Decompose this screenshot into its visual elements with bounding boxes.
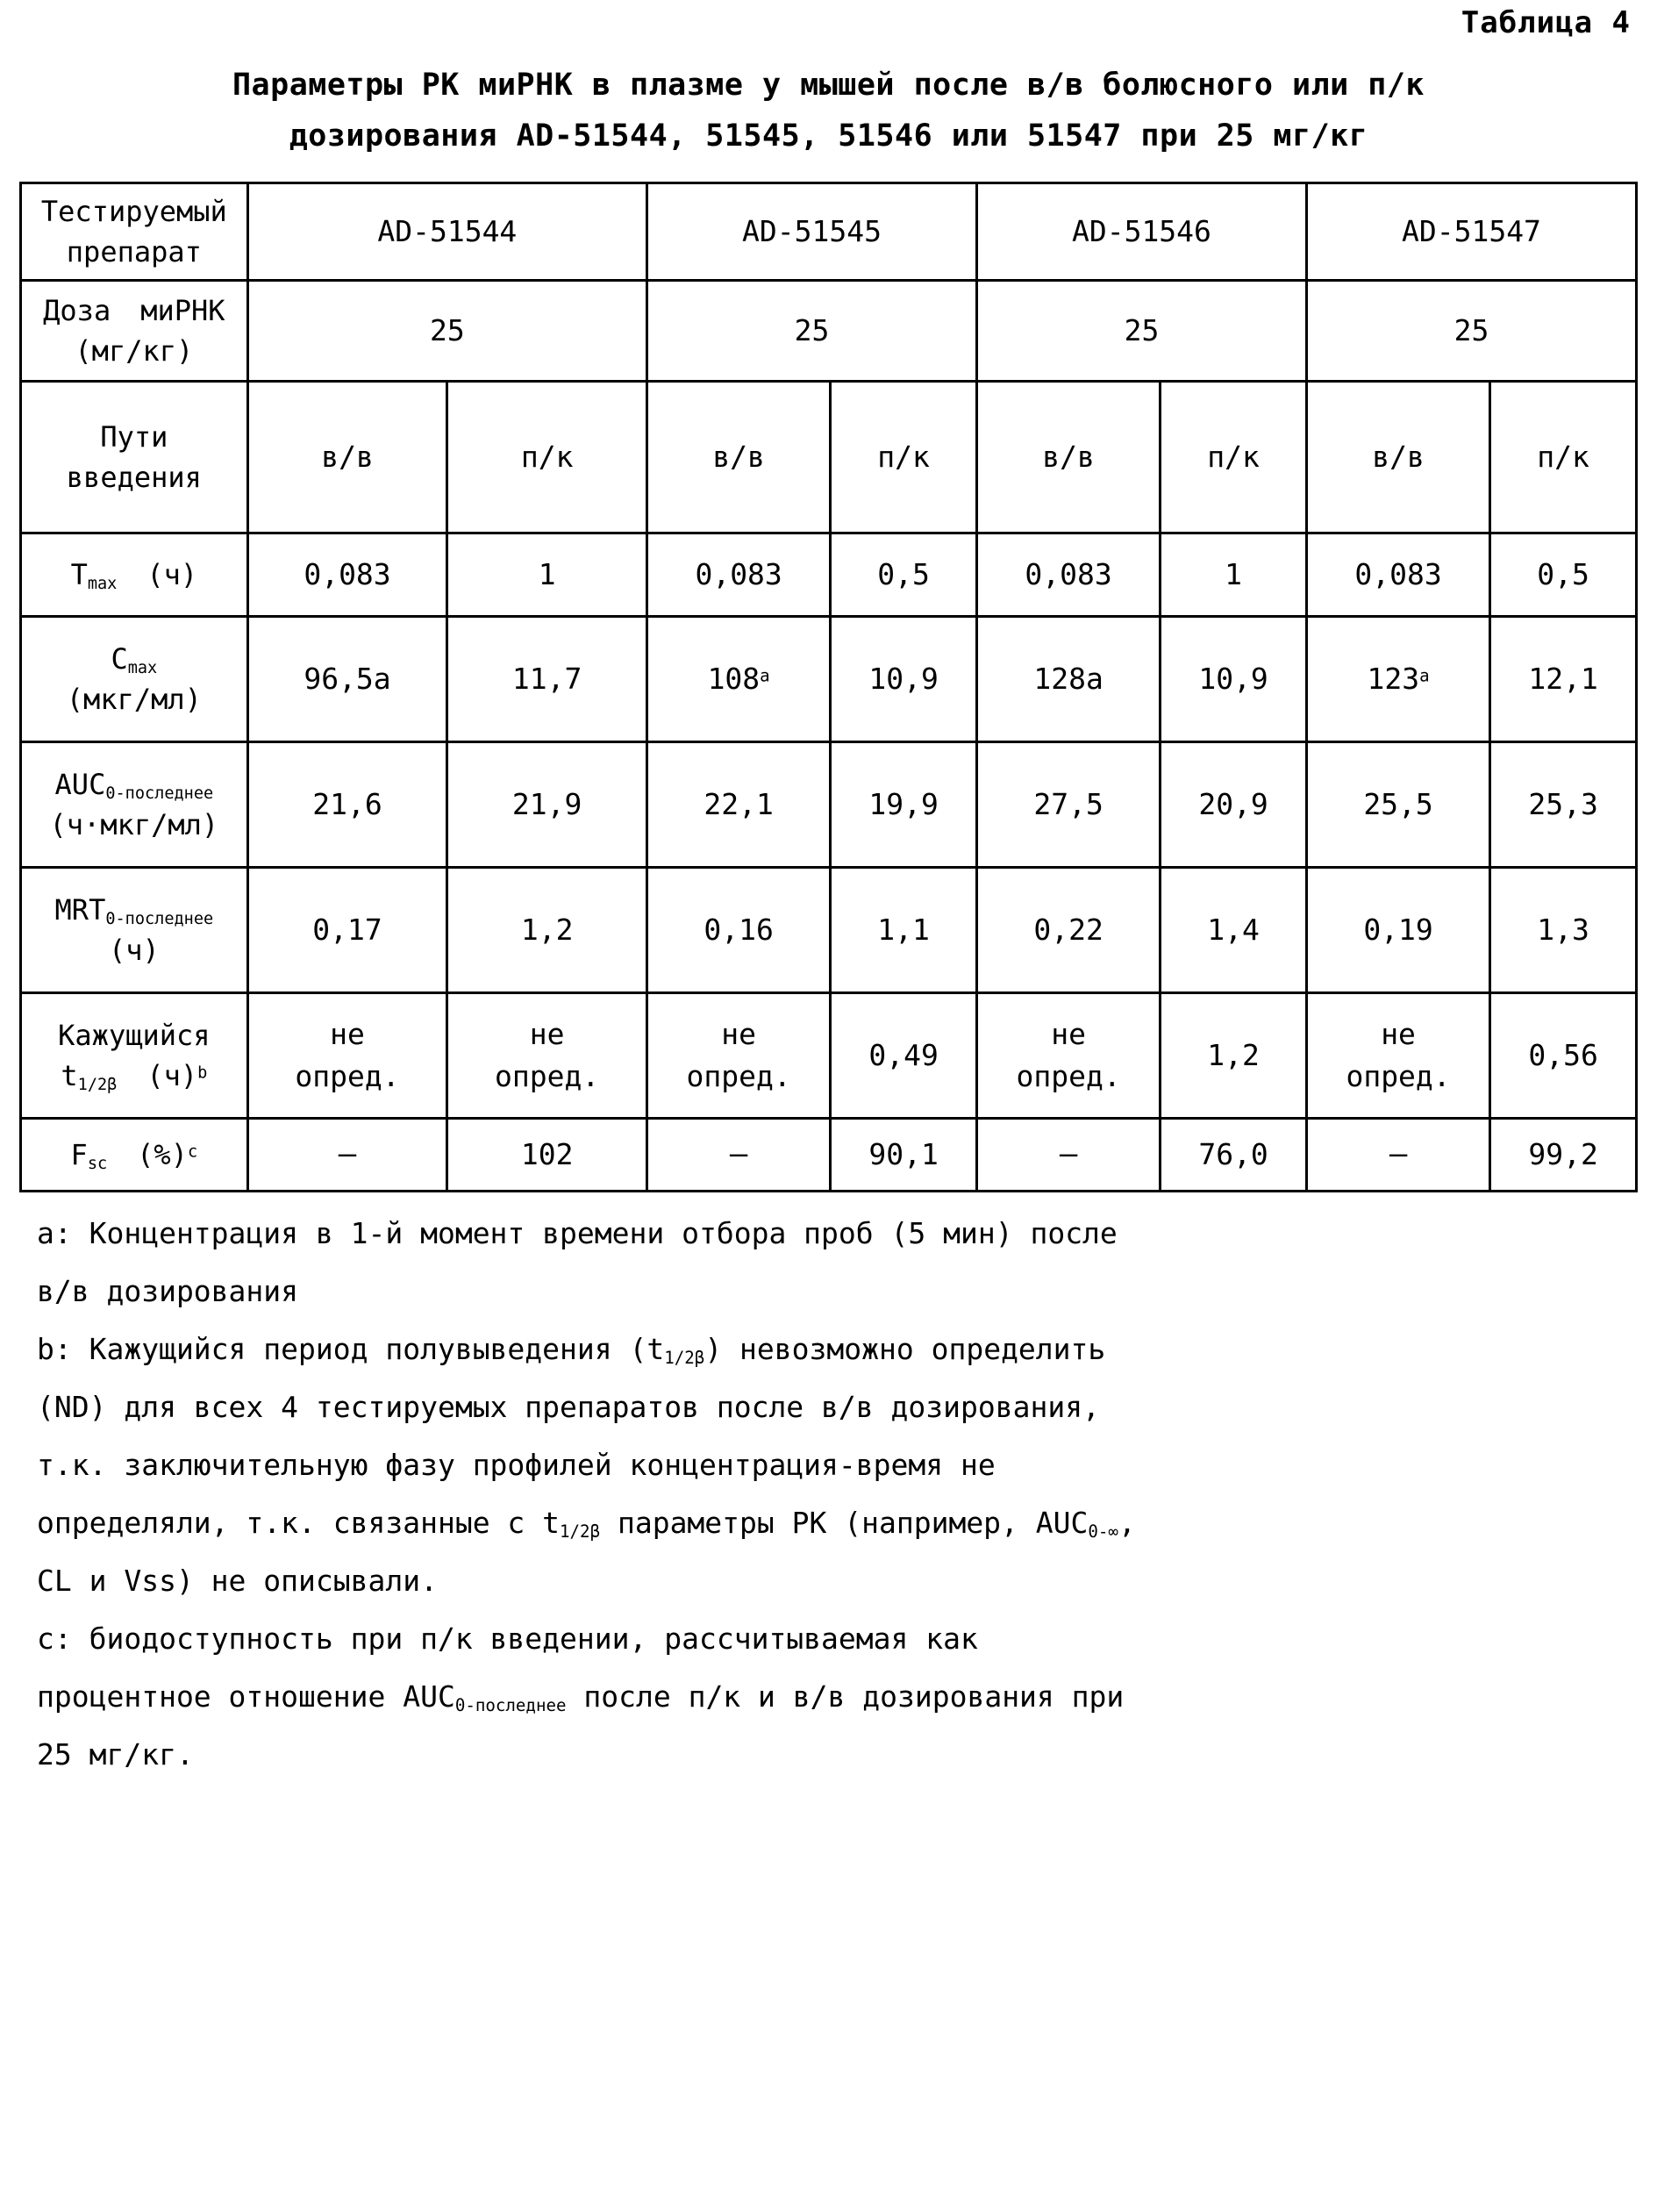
rowhead-thalf-sup: b [197,1063,208,1083]
footnote-a [37,1205,1638,1321]
rowhead-tmax [21,533,248,616]
cell-auc-4: 19,9 [831,741,977,867]
rowhead-cmax-sub: max [127,658,158,677]
cell-thalf-4 [831,992,977,1118]
table-row-mrt [21,867,1637,992]
cell-fsc-4: 90,1 [831,1118,977,1191]
table-row-thalf [21,992,1637,1118]
cell-auc-3: 22,1 [647,741,831,867]
cell-tmax-3: 0,083 [647,533,831,616]
cell-cmax-8-value: 12,1 [1528,661,1598,696]
footnote-c-line2-pre: процентное отношение AUC [37,1679,455,1714]
rowhead-dose-word1: Доза [43,293,111,327]
cell-tmax-6: 1 [1161,533,1307,616]
footnote-c-line3: 25 мг/кг. [37,1736,194,1772]
cell-thalf-7 [1306,992,1489,1118]
footnote-b-line2: (ND) для всех 4 тестируемых препаратов после в/в дозирования, [37,1389,1100,1424]
rowhead-auc [21,741,248,867]
rowhead-fsc-sub: sc [87,1154,108,1173]
cell-auc-1: 21,6 [247,741,447,867]
cell-tmax-1: 0,083 [247,533,447,616]
rowhead-tmax-sub: max [87,574,118,593]
table-row-fsc [21,1118,1637,1191]
rowhead-tmax-base: T [70,557,88,591]
cell-mrt-2: 1,2 [447,867,647,992]
rowhead-fsc [21,1118,248,1191]
footnote-c [37,1610,1638,1784]
footnote-a-line2: в/в дозирования [37,1273,299,1308]
cell-drug-3: AD-51546 [976,183,1306,280]
cell-dose-3: 25 [976,280,1306,381]
footnote-b-line4-mid: параметры РК (например, AUC [600,1505,1089,1540]
cell-route-1: в/в [247,381,447,533]
cell-cmax-1 [247,616,447,741]
cell-fsc-6: 76,0 [1161,1118,1307,1191]
footnote-b-line1-post: ) невозможно определить [704,1331,1106,1366]
cell-cmax-4 [831,616,977,741]
rowhead-tmax-unit: (ч) [146,557,198,591]
footnote-c-line2-post: после п/к и в/в дозирования при [566,1679,1125,1714]
cell-mrt-1: 0,17 [247,867,447,992]
cell-cmax-7 [1306,616,1489,741]
table-row-auc [21,741,1637,867]
rowhead-dose [21,280,248,381]
cell-drug-1: AD-51544 [247,183,646,280]
table-row-dose [21,280,1637,381]
cell-thalf-3 [647,992,831,1118]
rowhead-dose-line2: (мг/кг) [75,333,194,368]
cell-dose-1: 25 [247,280,646,381]
cell-route-2: п/к [447,381,647,533]
footnote-a-line1: a: Концентрация в 1-й момент времени отбора проб (5 мин) после [37,1215,1118,1250]
rowhead-thalf-line1: Кажущийся [58,1018,211,1052]
rowhead-thalf-base: t [61,1058,78,1092]
cell-drug-2: AD-51545 [647,183,977,280]
cell-cmax-5-value: 128a [1033,661,1103,696]
cell-thalf-8 [1490,992,1637,1118]
title-line-2: дозирования AD-51544, 51545, 51546 или 51547 при 25 мг/кг [289,118,1368,154]
rowhead-route [21,381,248,533]
rowhead-thalf-unit: (ч) [146,1058,198,1092]
cell-fsc-2: 102 [447,1118,647,1191]
cell-auc-2: 21,9 [447,741,647,867]
footnote-b [37,1321,1638,1610]
cell-mrt-6: 1,4 [1161,867,1307,992]
footnote-b-line4-sub: 1/2β [560,1521,601,1542]
rowhead-mrt [21,867,248,992]
rowhead-thalf-line2 [22,1056,246,1096]
cell-thalf-6 [1161,992,1307,1118]
cell-route-7: в/в [1306,381,1489,533]
cell-route-5: в/в [976,381,1160,533]
rowhead-route-line1: Пути [100,419,168,454]
cell-mrt-4: 1,1 [831,867,977,992]
rowhead-mrt-line2: (ч) [108,933,160,967]
cell-thalf-2 [447,992,647,1118]
cell-tmax-7: 0,083 [1306,533,1489,616]
rowhead-mrt-sub: 0-последнее [105,909,214,928]
footnote-b-line5: CL и Vss) не описывали. [37,1563,438,1598]
cell-tmax-2: 1 [447,533,647,616]
rowhead-tmax-line [22,555,246,595]
footnote-b-line4-sub2: 0-∞ [1088,1521,1118,1542]
cell-auc-7: 25,5 [1306,741,1489,867]
cell-tmax-4: 0,5 [831,533,977,616]
rowhead-dose-line1 [22,290,246,331]
title-line-1: Параметры РК миРНК в плазме у мышей после в/в болюсного или п/к [232,68,1425,104]
cell-cmax-1-value: 96,5a [304,661,391,696]
cell-thalf-6-value: 1,2 [1207,1037,1260,1072]
footnote-b-line4-pre: определяли, т.к. связанные с t [37,1505,561,1540]
rowhead-test-drug-line1: Тестируемый [40,194,227,228]
cell-route-6: п/к [1161,381,1307,533]
cell-thalf-1-line1: не [330,1017,365,1052]
cell-fsc-5: – [976,1118,1160,1191]
rowhead-cmax [21,616,248,741]
cell-cmax-5 [976,616,1160,741]
cell-thalf-5-line2: опред. [1016,1058,1121,1093]
cell-thalf-7-line1: не [1381,1017,1416,1052]
cell-thalf-2-line1: не [529,1017,565,1052]
cell-thalf-3-line2: опред. [686,1058,791,1093]
rowhead-auc-line2: (ч·мкг/мл) [49,807,219,841]
rowhead-cmax-line2: (мкг/мл) [66,682,202,716]
cell-auc-6: 20,9 [1161,741,1307,867]
cell-auc-8: 25,3 [1490,741,1637,867]
cell-cmax-6 [1161,616,1307,741]
rowhead-mrt-line1 [22,890,246,930]
rowhead-cmax-base: C [111,641,128,676]
footnote-c-line1: c: биодоступность при п/к введении, рассчитываемая как [37,1621,978,1656]
rowhead-cmax-line1 [22,639,246,679]
cell-fsc-8: 99,2 [1490,1118,1637,1191]
footnote-b-line1 [37,1321,1638,1378]
cell-cmax-7-value: 123 [1367,661,1420,696]
cell-thalf-4-value: 0,49 [868,1037,939,1072]
rowhead-dose-word2: миРНК [140,293,225,327]
cell-thalf-1 [247,992,447,1118]
footnote-b-line1-pre: b: Кажущийся период полувыведения (t [37,1331,665,1366]
cell-thalf-8-value: 0,56 [1528,1037,1598,1072]
cell-mrt-3: 0,16 [647,867,831,992]
table-row-route [21,381,1637,533]
rowhead-route-line2: введения [66,460,202,494]
table-row-test-drug [21,183,1637,280]
cell-mrt-5: 0,22 [976,867,1160,992]
rowhead-auc-base: AUC [54,767,106,801]
cell-tmax-5: 0,083 [976,533,1160,616]
table-row-tmax [21,533,1637,616]
rowhead-fsc-line [22,1135,246,1175]
cell-cmax-6-value: 10,9 [1198,661,1268,696]
cell-dose-4: 25 [1306,280,1636,381]
cell-route-4: п/к [831,381,977,533]
cell-cmax-8 [1490,616,1637,741]
page-title [19,61,1638,162]
rowhead-fsc-sup: c [187,1142,198,1162]
rowhead-mrt-base: MRT [54,892,106,927]
cell-auc-5: 27,5 [976,741,1160,867]
cell-cmax-3-sup: a [760,665,770,686]
rowhead-auc-sub: 0-последнее [105,784,214,803]
footnotes [19,1205,1638,1784]
cell-thalf-1-line2: опред. [295,1058,400,1093]
footnote-b-line1-sub: 1/2β [664,1347,705,1368]
cell-tmax-8: 0,5 [1490,533,1637,616]
cell-thalf-5 [976,992,1160,1118]
table-row-cmax [21,616,1637,741]
rowhead-fsc-unit: (%) [137,1137,188,1171]
cell-fsc-3: – [647,1118,831,1191]
cell-cmax-3 [647,616,831,741]
cell-cmax-2-value: 11,7 [511,661,582,696]
footnote-b-line3: т.к. заключительную фазу профилей концентрация-время не [37,1447,996,1482]
pk-parameters-table [19,182,1638,1192]
rowhead-test-drug-line2: препарат [66,234,202,268]
footnote-b-line4-post: , [1118,1505,1136,1540]
cell-thalf-7-line2: опред. [1346,1058,1451,1093]
footnote-b-line4 [37,1494,1638,1552]
cell-drug-4: AD-51547 [1306,183,1636,280]
rowhead-fsc-base: F [70,1137,88,1171]
rowhead-thalf-sub: 1/2β [77,1075,118,1094]
cell-thalf-3-line1: не [721,1017,756,1052]
table-label: Таблица 4 [1461,5,1631,40]
cell-thalf-2-line2: опред. [495,1058,600,1093]
cell-fsc-7: – [1306,1118,1489,1191]
rowhead-test-drug [21,183,248,280]
cell-mrt-7: 0,19 [1306,867,1489,992]
cell-cmax-7-sup: a [1419,665,1430,686]
cell-cmax-3-value: 108 [707,661,761,696]
footnote-c-line2 [37,1668,1638,1726]
cell-cmax-4-value: 10,9 [868,661,939,696]
cell-route-8: п/к [1490,381,1637,533]
rowhead-thalf [21,992,248,1118]
cell-mrt-8: 1,3 [1490,867,1637,992]
rowhead-auc-line1 [22,764,246,805]
cell-cmax-2 [447,616,647,741]
cell-route-3: в/в [647,381,831,533]
footnote-c-line2-sub: 0-последнее [454,1694,567,1715]
cell-dose-2: 25 [647,280,977,381]
cell-thalf-5-line1: не [1051,1017,1086,1052]
cell-fsc-1: – [247,1118,447,1191]
